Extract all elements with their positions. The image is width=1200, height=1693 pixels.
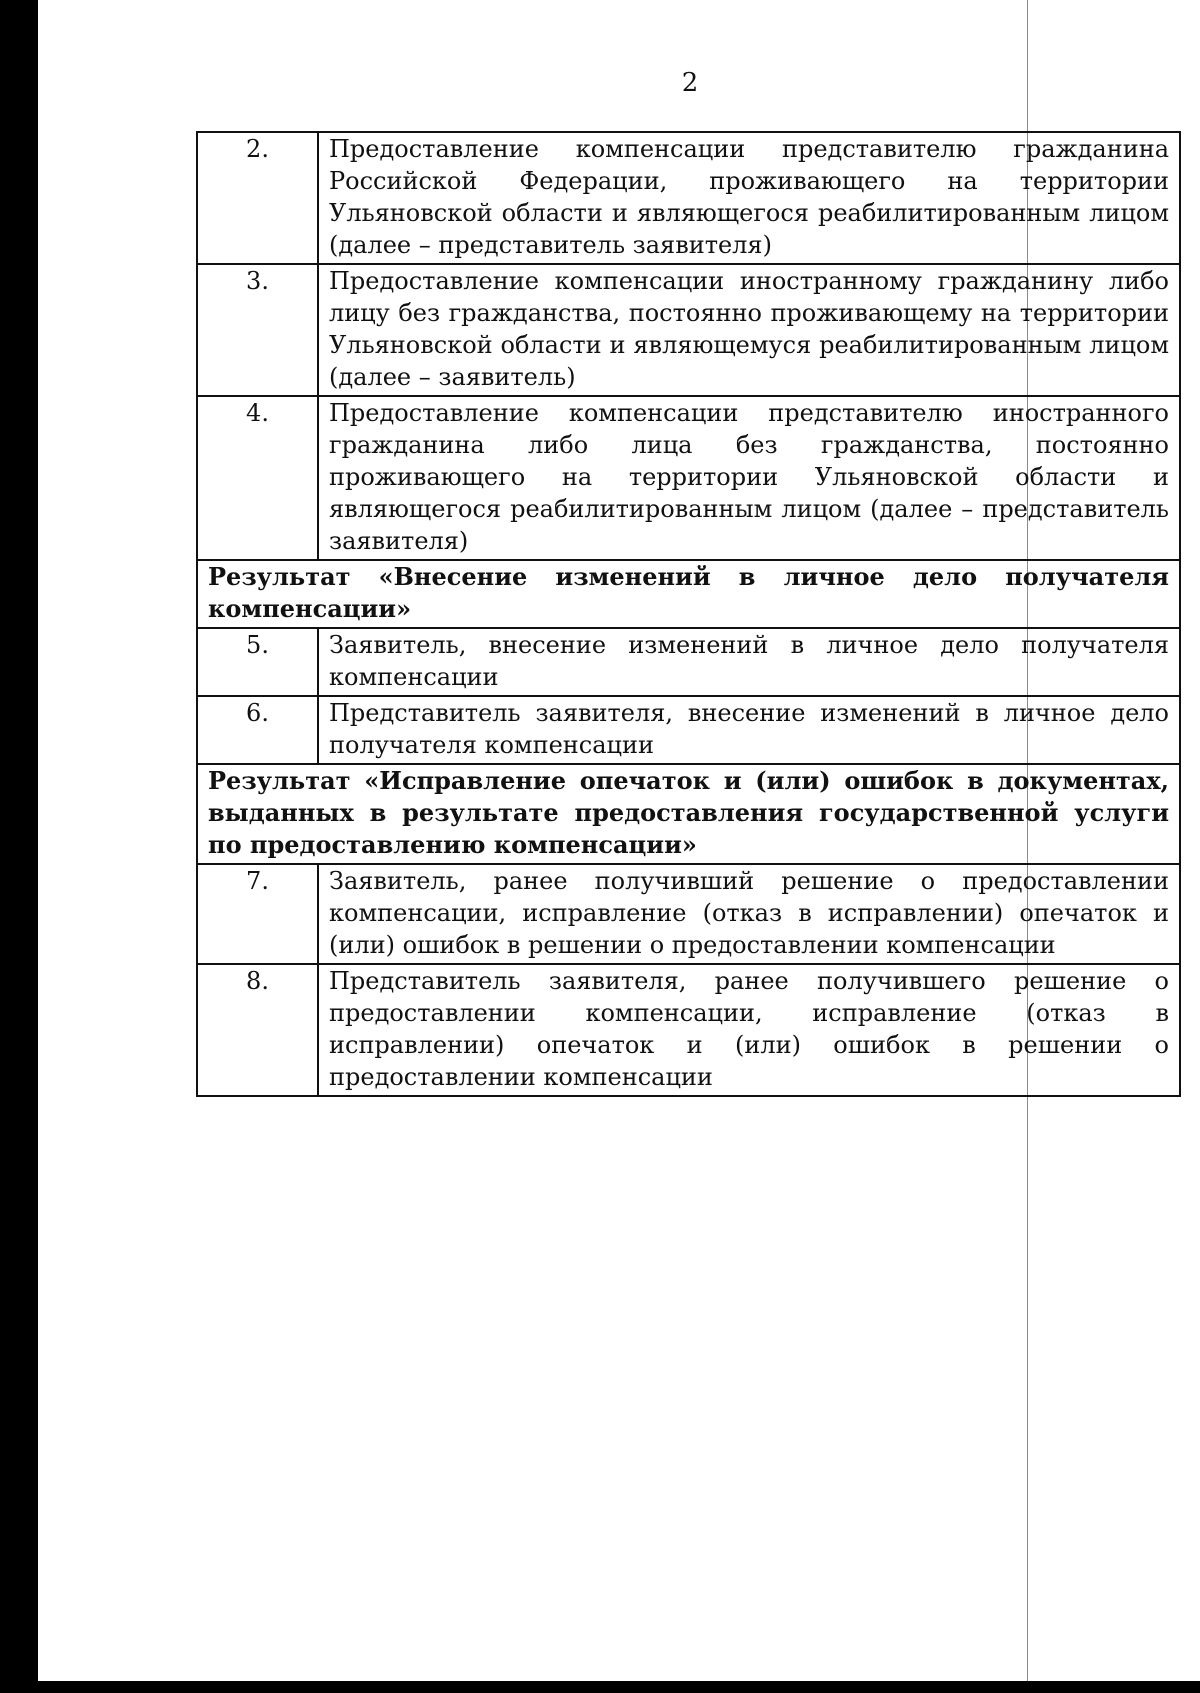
row-number: 3. [197,264,318,396]
table-row [197,964,1180,1096]
row-description: Предоставление компенсации представителю гражданина Российской Федерации, проживающего на территории Ульяновской области и являющегося реабилитированным лицом (далее – представитель заявителя) [318,132,1180,264]
row-number: 2. [197,132,318,264]
table-row [197,696,1180,764]
row-description: Представитель заявителя, внесение изменений в личное дело получателя компенсации [318,696,1180,764]
table-row [197,628,1180,696]
result-heading: Результат «Исправление опечаток и (или) ошибок в документах, выданных в результате предоставления государственной услуги по предоставлению компенсации» [197,764,1180,864]
page-number: 2 [681,68,699,98]
row-number: 7. [197,864,318,964]
scan-bottom-edge [0,1681,1200,1693]
row-number: 4. [197,396,318,560]
table-row [197,864,1180,964]
row-number: 5. [197,628,318,696]
row-description: Заявитель, ранее получивший решение о предоставлении компенсации, исправление (отказ в исправлении) опечаток и (или) ошибок в решении о предоставлении компенсации [318,864,1180,964]
result-row [197,560,1180,628]
row-description: Предоставление компенсации иностранному гражданину либо лицу без гражданства, постоянно проживающему на территории Ульяновской области и являющемуся реабилитированным лицом (далее – заявитель) [318,264,1180,396]
table-row [197,264,1180,396]
result-row [197,764,1180,864]
table-row [197,132,1180,264]
table-row [197,396,1180,560]
row-description: Представитель заявителя, ранее получившего решение о предоставлении компенсации, исправление (отказ в исправлении) опечаток и (или) ошибок в решении о предоставлении компенсации [318,964,1180,1096]
row-description: Заявитель, внесение изменений в личное дело получателя компенсации [318,628,1180,696]
row-number: 8. [197,964,318,1096]
row-description: Предоставление компенсации представителю иностранного гражданина либо лица без гражданства, постоянно проживающего на территории Ульяновской области и являющегося реабилитированным лицом (далее – представитель заявителя) [318,396,1180,560]
scan-left-edge [0,0,38,1693]
services-table [196,131,1181,1097]
result-heading: Результат «Внесение изменений в личное дело получателя компенсации» [197,560,1180,628]
row-number: 6. [197,696,318,764]
